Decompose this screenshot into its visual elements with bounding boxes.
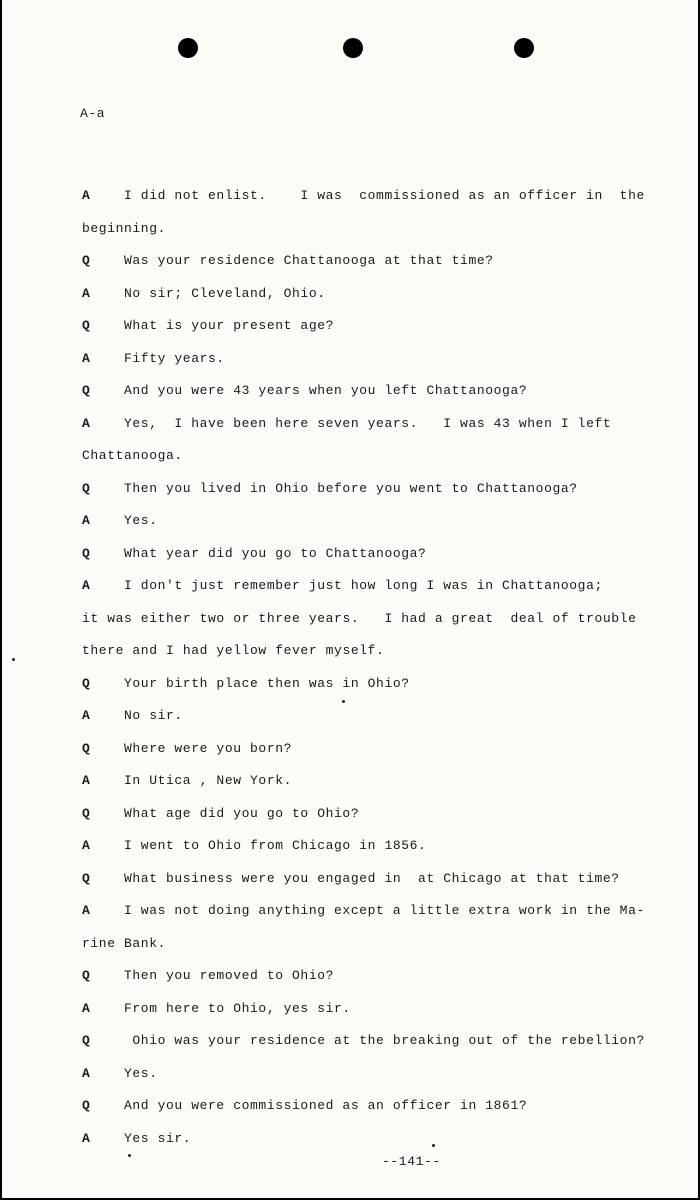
- transcript-text: I don't just remember just how long I was in Chattanooga;: [124, 578, 603, 593]
- question-marker: Q: [82, 318, 91, 333]
- answer-marker: A: [82, 1066, 91, 1081]
- transcript-line: [2, 351, 698, 371]
- transcript-line: [2, 513, 698, 533]
- transcript-line: [2, 1131, 698, 1151]
- question-marker: Q: [82, 383, 91, 398]
- answer-marker: A: [82, 1131, 91, 1146]
- question-marker: Q: [82, 968, 91, 983]
- transcript-text: Was your residence Chattanooga at that time?: [124, 253, 494, 268]
- transcript-line: [2, 578, 698, 598]
- transcript-line: [2, 611, 698, 631]
- question-marker: Q: [82, 741, 91, 756]
- transcript-text: From here to Ohio, yes sir.: [124, 1001, 351, 1016]
- question-marker: Q: [82, 481, 91, 496]
- answer-marker: A: [82, 903, 91, 918]
- transcript-text: Yes.: [124, 513, 158, 528]
- transcript-text: Your birth place then was in Ohio?: [124, 676, 410, 691]
- question-marker: Q: [82, 871, 91, 886]
- page-number-footer: --141--: [382, 1154, 441, 1169]
- transcript-line: [2, 1001, 698, 1021]
- transcript-text: there and I had yellow fever myself.: [82, 643, 385, 658]
- transcript-text: What is your present age?: [124, 318, 335, 333]
- answer-marker: A: [82, 351, 91, 366]
- transcript-line: [2, 708, 698, 728]
- document-page: [2, 0, 698, 1198]
- paper-speck: [128, 1154, 131, 1157]
- transcript-line: [2, 741, 698, 761]
- transcript-line: [2, 643, 698, 663]
- transcript-line: [2, 773, 698, 793]
- answer-marker: A: [82, 416, 91, 431]
- transcript-line: [2, 188, 698, 208]
- answer-marker: A: [82, 513, 91, 528]
- transcript-line: [2, 318, 698, 338]
- question-marker: Q: [82, 1033, 91, 1048]
- transcript-line: [2, 221, 698, 241]
- transcript-text: In Utica , New York.: [124, 773, 293, 788]
- answer-marker: A: [82, 773, 91, 788]
- transcript-text: Then you lived in Ohio before you went to Chattanooga?: [124, 481, 578, 496]
- transcript-line: [2, 676, 698, 696]
- transcript-text: Fifty years.: [124, 351, 225, 366]
- paper-speck: [342, 700, 345, 703]
- transcript-line: [2, 936, 698, 956]
- transcript-text: Yes sir.: [124, 1131, 192, 1146]
- transcript-text: I went to Ohio from Chicago in 1856.: [124, 838, 427, 853]
- transcript-text: What business were you engaged in at Chicago at that time?: [124, 871, 620, 886]
- page-label: A-a: [80, 106, 106, 121]
- question-marker: Q: [82, 546, 91, 561]
- paper-speck: [432, 1144, 435, 1147]
- transcript-line: [2, 448, 698, 468]
- question-marker: Q: [82, 806, 91, 821]
- transcript-text: What year did you go to Chattanooga?: [124, 546, 427, 561]
- transcript-line: [2, 286, 698, 306]
- transcript-text: rine Bank.: [82, 936, 167, 951]
- answer-marker: A: [82, 286, 91, 301]
- transcript-line: [2, 1098, 698, 1118]
- transcript-text: I did not enlist. I was commissioned as an officer in the: [124, 188, 645, 203]
- testimony-transcript: [2, 0, 698, 1198]
- question-marker: Q: [82, 676, 91, 691]
- transcript-text: No sir; Cleveland, Ohio.: [124, 286, 326, 301]
- transcript-text: Where were you born?: [124, 741, 293, 756]
- transcript-line: [2, 481, 698, 501]
- transcript-line: [2, 871, 698, 891]
- transcript-text: No sir.: [124, 708, 183, 723]
- answer-marker: A: [82, 708, 91, 723]
- answer-marker: A: [82, 1001, 91, 1016]
- transcript-text: it was either two or three years. I had a great deal of trouble: [82, 611, 637, 626]
- transcript-text: Then you removed to Ohio?: [124, 968, 335, 983]
- answer-marker: A: [82, 578, 91, 593]
- transcript-line: [2, 383, 698, 403]
- transcript-text: What age did you go to Ohio?: [124, 806, 360, 821]
- question-marker: Q: [82, 1098, 91, 1113]
- transcript-text: Chattanooga.: [82, 448, 183, 463]
- transcript-text: Yes, I have been here seven years. I was 43 when I left: [124, 416, 612, 431]
- transcript-line: [2, 968, 698, 988]
- transcript-line: [2, 806, 698, 826]
- paper-speck: [12, 658, 15, 661]
- transcript-line: [2, 416, 698, 436]
- transcript-line: [2, 1066, 698, 1086]
- transcript-text: Ohio was your residence at the breaking out of the rebellion?: [124, 1033, 645, 1048]
- transcript-line: [2, 546, 698, 566]
- transcript-line: [2, 1033, 698, 1053]
- answer-marker: A: [82, 188, 91, 203]
- answer-marker: A: [82, 838, 91, 853]
- transcript-text: beginning.: [82, 221, 167, 236]
- transcript-line: [2, 253, 698, 273]
- transcript-text: And you were 43 years when you left Chattanooga?: [124, 383, 528, 398]
- transcript-text: I was not doing anything except a little extra work in the Ma-: [124, 903, 645, 918]
- transcript-line: [2, 903, 698, 923]
- transcript-text: And you were commissioned as an officer in 1861?: [124, 1098, 528, 1113]
- question-marker: Q: [82, 253, 91, 268]
- transcript-text: Yes.: [124, 1066, 158, 1081]
- transcript-line: [2, 838, 698, 858]
